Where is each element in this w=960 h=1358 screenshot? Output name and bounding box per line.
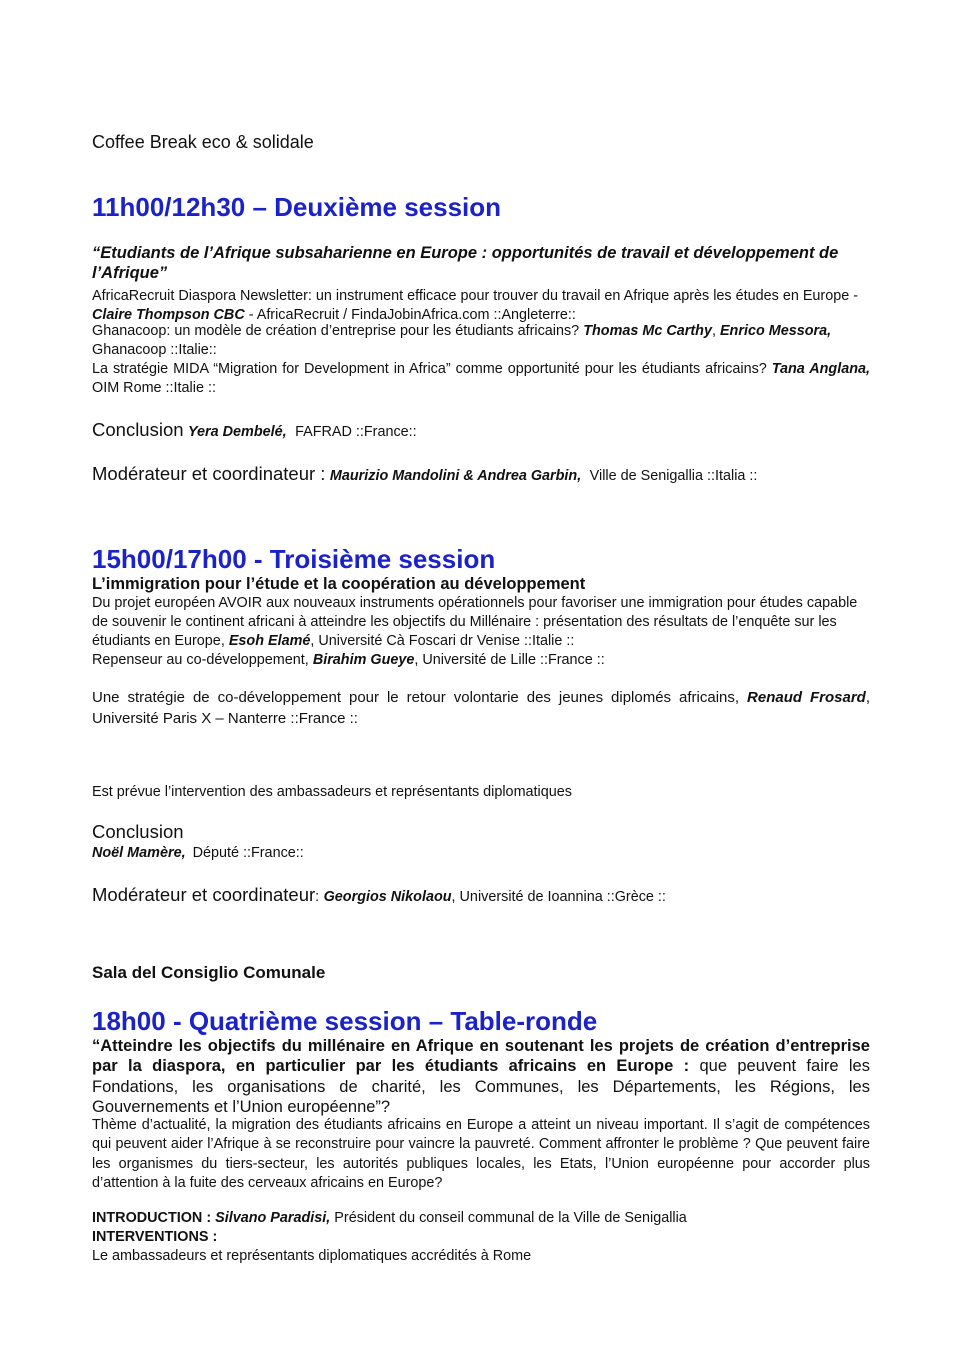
session-2-heading: 11h00/12h30 – Deuxième session — [92, 192, 502, 222]
item-text: Repenseur au co-développement, — [92, 652, 309, 668]
session-3-heading: 15h00/17h00 - Troisième session — [92, 544, 496, 574]
speaker-org: Ghanacoop ::Italie:: — [92, 342, 217, 359]
speaker-name: Birahim Gueye — [312, 652, 415, 668]
session-3-item-3 — [92, 687, 870, 729]
speaker-name: Enrico Messora, — [719, 323, 832, 339]
session-3-moderator — [92, 884, 870, 908]
speaker-org: , Université Cà Foscari dr Venise ::Italie :: — [310, 633, 575, 650]
intro-name: Silvano Paradisi, — [215, 1210, 331, 1226]
session-2-moderator — [92, 463, 870, 487]
conclusion-label: Conclusion — [92, 419, 184, 440]
moderator-label: Modérateur et coordinateur — [92, 884, 316, 905]
speaker-name: Thomas Mc Carthy — [583, 323, 712, 339]
conclusion-name: Yera Dembelé, — [187, 424, 287, 440]
session-4-body: Thème d’actualité, la migration des étudiants africains en Europe a atteint un niveau important. Il s’agit de compétences qui peuvent aider l’Afrique à se reconstruire pour vaincre la pauvreté. Comment affronter le problème ? Que peuvent faire les organismes du tiers-secteur, les autorités publiques locales, les Etats, l’Union européenne pour accorder plus d’attention à la fuite des cerveaux africains en Europe? — [92, 1117, 870, 1191]
separator: , — [711, 323, 716, 339]
speaker-name: Claire Thompson CBC — [92, 307, 245, 324]
speaker-org: , Université de Lille ::France :: — [414, 652, 605, 668]
question-bold: “Atteindre les objectifs du millénaire en Afrique en soutenant les projets de création d’entreprise par la diaspora, en particulier par les étudiants africains en Europe : — [92, 1037, 870, 1076]
session-2-item-3 — [92, 360, 870, 398]
item-text: La stratégie MIDA “Migration for Development in Africa” comme opportunité pour les étudiants africains? — [92, 361, 767, 377]
speaker-name: Esoh Elamé — [228, 633, 311, 650]
session-3-subtitle: L’immigration pour l’étude et la coopération au développement — [92, 575, 586, 593]
item-text: Ghanacoop: un modèle de création d’entreprise pour les étudiants africains? — [92, 323, 580, 339]
session-2-conclusion — [92, 419, 870, 443]
moderator-colon: : — [315, 889, 320, 905]
session-2-item-1 — [92, 287, 870, 325]
coffee-break-line: Coffee Break eco & solidale — [92, 132, 314, 152]
intro-label: INTRODUCTION : — [92, 1210, 212, 1226]
session-3-note: Est prévue l’intervention des ambassadeurs et représentants diplomatiques — [92, 784, 572, 800]
speaker-name: Renaud Frosard — [747, 689, 866, 706]
venue-line: Sala del Consiglio Comunale — [92, 963, 326, 982]
session-2-item-2 — [92, 322, 870, 360]
speaker-org: - AfricaRecruit / FindaJobinAfrica.com ::Angleterre:: — [248, 307, 576, 324]
speaker-name: Tana Anglana, — [771, 361, 870, 377]
item-text: Du projet européen AVOIR aux nouveaux instruments opérationnels pour favoriser une immigration pour études capable de souvenir le continent africani à atteindre les objectifs du Millénaire : présentation des résultats de l’enquête sur les étudiants en Europe, — [92, 595, 858, 650]
session-4-interventions-label: INTERVENTIONS : — [92, 1229, 218, 1245]
conclusion-org: Député ::France:: — [192, 845, 304, 861]
moderator-name: Georgios Nikolaou — [323, 889, 452, 905]
moderator-org: Ville de Senigallia ::Italia :: — [589, 468, 758, 484]
moderator-names: Maurizio Mandolini & Andrea Garbin, — [329, 468, 582, 484]
item-text: Une stratégie de co-développement pour le retour volontarie des jeunes diplomés africains, — [92, 689, 740, 706]
session-3-conclusion-label: Conclusion — [92, 821, 184, 842]
intro-role: Président du conseil communal de la Ville de Senigallia — [334, 1210, 687, 1226]
session-3-item-1 — [92, 594, 870, 652]
session-4-interventions-text: Le ambassadeurs et représentants diplomatiques accrédités à Rome — [92, 1248, 532, 1264]
session-3-item-2 — [92, 651, 870, 670]
session-3-conclusion — [92, 844, 870, 863]
session-4-introduction — [92, 1209, 870, 1228]
session-4-heading: 18h00 - Quatrième session – Table-ronde — [92, 1006, 598, 1036]
moderator-org: , Université de Ioannina ::Grèce :: — [451, 889, 666, 905]
moderator-label: Modérateur et coordinateur : — [92, 463, 326, 484]
session-2-subtitle: “Etudiants de l’Afrique subsaharienne en Europe : opportunités de travail et développement de l’Afrique” — [92, 244, 839, 282]
speaker-org: OIM Rome ::Italie :: — [92, 380, 216, 397]
conclusion-name: Noël Mamère, — [92, 845, 186, 861]
question-rest: que peuvent faire les Fondations, les organisations de charité, les Communes, les Départements, les Régions, les Gouvernements et l’Union européenne”? — [92, 1057, 870, 1116]
item-text: AfricaRecruit Diaspora Newsletter: un instrument efficace pour trouver du travail en Afrique après les études en Europe - — [92, 288, 859, 304]
session-4-question — [92, 1036, 870, 1117]
conclusion-org: FAFRAD ::France:: — [295, 424, 417, 440]
speaker-org: , Université Paris X – Nanterre ::France :: — [92, 689, 870, 727]
